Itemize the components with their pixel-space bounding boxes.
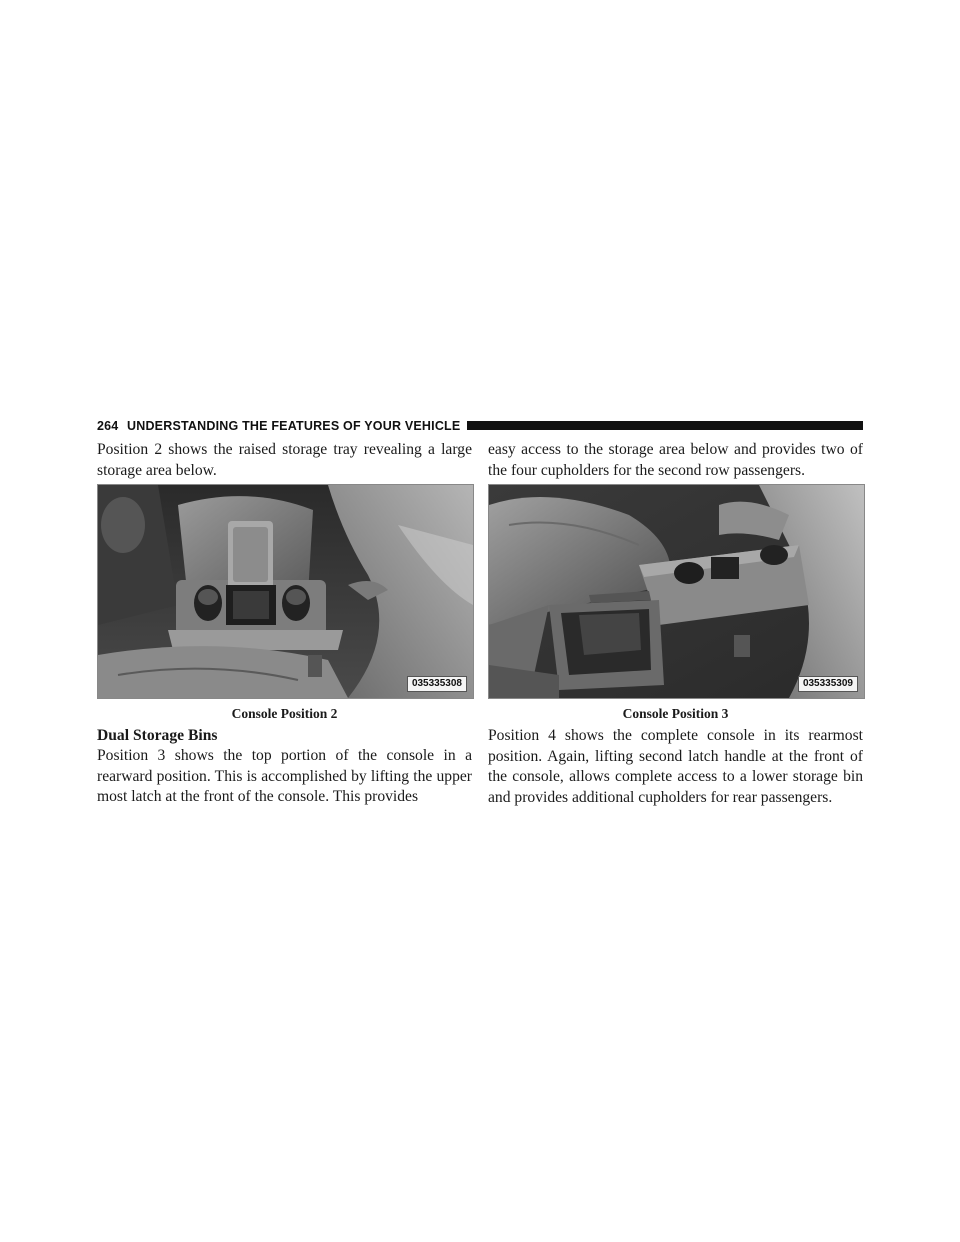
figure-code-label: 035335308 (407, 676, 467, 692)
console-position-3-photo (488, 484, 865, 699)
console-position-3-illustration (489, 485, 864, 698)
right-paragraph: Position 4 shows the complete console in its rearmost position. Again, lifting second latch handle at the front of the console, allows complete access to a lower storage bin and provides additional cupholders for rear passengers. (488, 727, 863, 806)
page-number: 264 (97, 419, 119, 433)
header-rule (467, 421, 863, 430)
right-intro-paragraph: easy access to the storage area below and provides two of the four cupholders for the second row passengers. (488, 441, 863, 479)
left-intro-paragraph: Position 2 shows the raised storage tray revealing a large storage area below. (97, 441, 472, 479)
figure-caption-console-position-3: Console Position 3 (622, 706, 729, 721)
console-position-2-illustration (98, 485, 473, 698)
section-heading: Dual Storage Bins (97, 727, 218, 744)
section-title: UNDERSTANDING THE FEATURES OF YOUR VEHICLE (127, 419, 461, 433)
figure-caption-console-position-2: Console Position 2 (231, 706, 338, 721)
left-paragraph: Position 3 shows the top portion of the console in a rearward position. This is accomplished by lifting the upper most latch at the front of the console. This provides (97, 747, 472, 806)
running-header (97, 418, 863, 434)
console-position-2-photo (97, 484, 474, 699)
figure-code-label: 035335309 (798, 676, 858, 692)
